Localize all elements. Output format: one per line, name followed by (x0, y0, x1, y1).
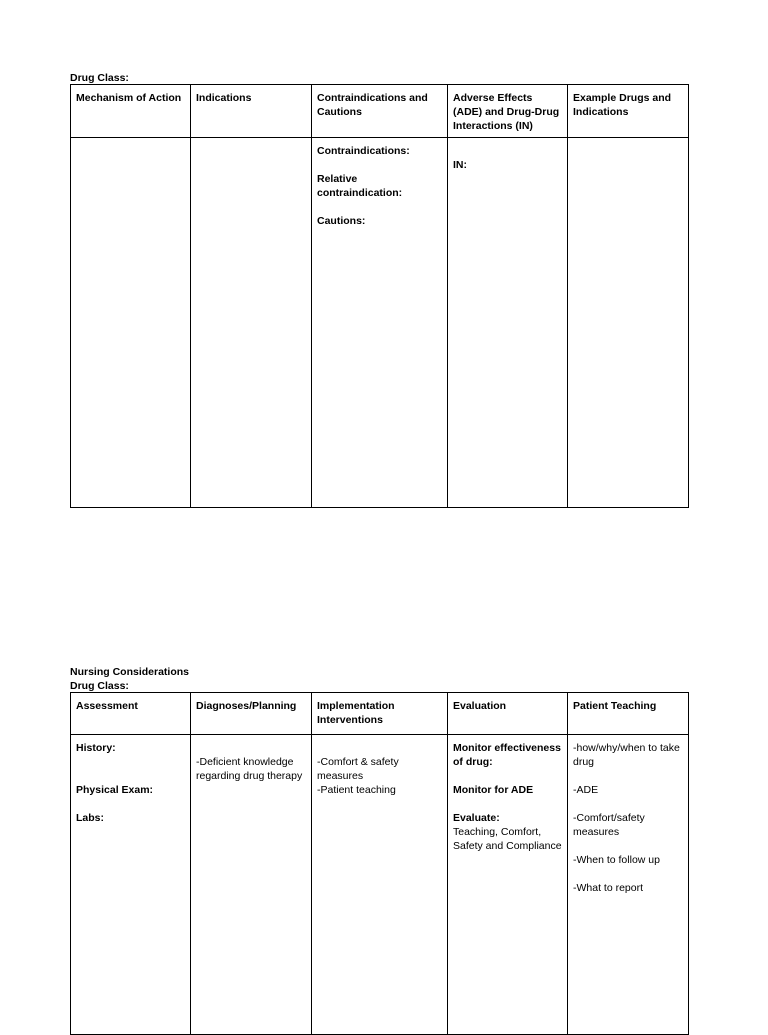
header-adverse-effects: Adverse Effects (ADE) and Drug-Drug Interactions (IN) (448, 85, 568, 138)
table-header-row (71, 85, 689, 138)
relative-contraindication-label: Relative contraindication: (317, 173, 403, 199)
drug-class-table (70, 84, 689, 508)
header-indications: Indications (191, 85, 312, 138)
cell-assessment[interactable] (71, 735, 191, 1035)
table-header-row (71, 693, 689, 735)
implementation-item: -Patient teaching (317, 784, 396, 796)
header-patient-teaching: Patient Teaching (568, 693, 689, 735)
header-evaluation: Evaluation (448, 693, 568, 735)
table-row (71, 735, 689, 1035)
evaluate-items: Teaching, Comfort, Safety and Compliance (453, 826, 562, 852)
diagnosis-item: -Deficient knowledge regarding drug therapy (196, 756, 303, 782)
header-mechanism-of-action: Mechanism of Action (71, 85, 191, 138)
cell-implementation[interactable] (312, 735, 448, 1035)
history-label: History: (76, 742, 116, 754)
header-implementation: Implementation Interventions (312, 693, 448, 735)
evaluate-label: Evaluate: (453, 812, 500, 824)
teaching-item: -ADE (573, 784, 599, 796)
cell-indications[interactable] (191, 138, 312, 508)
table-row (71, 138, 689, 508)
header-assessment: Assessment (71, 693, 191, 735)
drug-class-label: Drug Class: (70, 72, 129, 84)
contraindications-label: Contraindications: (317, 145, 410, 157)
nursing-considerations-table (70, 692, 689, 1035)
cell-example-drugs[interactable] (568, 138, 689, 508)
cell-patient-teaching[interactable] (568, 735, 689, 1035)
teaching-item: -What to report (573, 882, 644, 894)
monitor-ade-label: Monitor for ADE (453, 784, 534, 796)
monitor-effectiveness-label: Monitor effectiveness of drug: (453, 742, 561, 768)
header-diagnoses-planning: Diagnoses/Planning (191, 693, 312, 735)
cell-evaluation[interactable] (448, 735, 568, 1035)
cell-contraindications[interactable] (312, 138, 448, 508)
drug-class-label-2: Drug Class: (70, 680, 129, 692)
cell-mechanism-of-action[interactable] (71, 138, 191, 508)
physical-exam-label: Physical Exam: (76, 784, 154, 796)
teaching-item: -how/why/when to take drug (573, 742, 680, 768)
teaching-item: -When to follow up (573, 854, 660, 866)
header-contraindications: Contraindications and Cautions (312, 85, 448, 138)
interactions-label: IN: (453, 159, 467, 171)
cautions-label: Cautions: (317, 215, 366, 227)
implementation-item: -Comfort & safety measures (317, 756, 399, 782)
teaching-item: -Comfort/safety measures (573, 812, 645, 838)
nursing-considerations-title: Nursing Considerations (70, 666, 190, 678)
cell-diagnoses-planning[interactable] (191, 735, 312, 1035)
header-example-drugs: Example Drugs and Indications (568, 85, 689, 138)
cell-adverse-effects[interactable] (448, 138, 568, 508)
labs-label: Labs: (76, 812, 105, 824)
